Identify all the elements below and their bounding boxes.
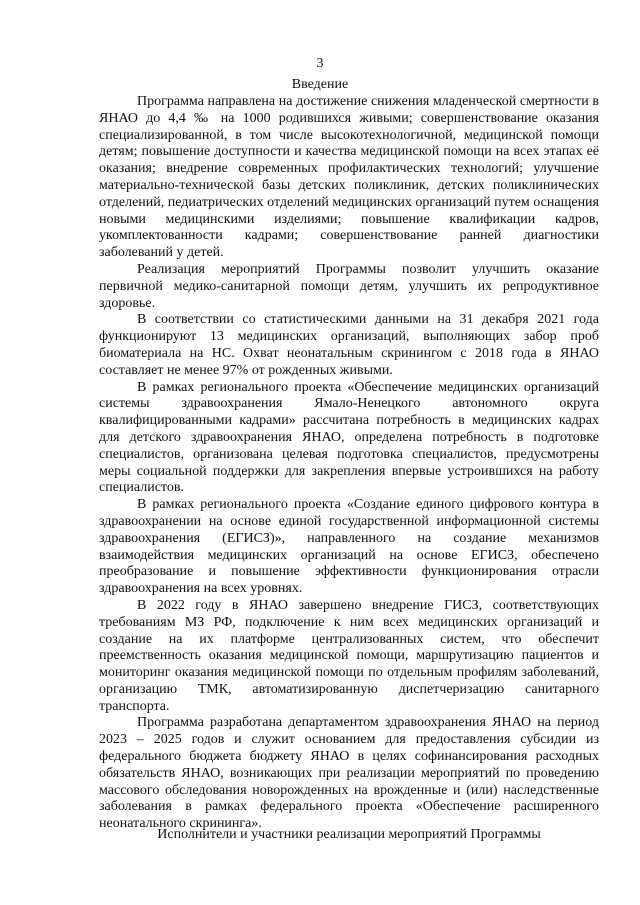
paragraph-digital-project: В рамках регионального проекта «Создание единого цифрового контура в здравоохранении на основе единой государственной информационной системы здравоохранения (ЕГИСЗ)», направленного на создание механизмов взаимодействия медицинских организаций на основе ЕГИСЗ, обеспечено преобразование и повышение эффективности функционирования отрасли здравоохранения на всех уровнях. [99,497,599,597]
paragraph-staffing-project: В рамках регионального проекта «Обеспечение медицинских организаций системы здравоохранения Ямало-Ненецкого автономного округа квалифицированными кадрами» рассчитана потребность в медицинских кадрах для детского здравоохранения ЯНАО, определена потребность в подготовке специалистов, организована целевая подготовка специалистов, предусмотрены меры социальной поддержки для закрепления впервые устроившихся на работу специалистов. [99,379,599,496]
paragraph-gisz-implementation: В 2022 году в ЯНАО завершено внедрение ГИСЗ, соответствующих требованиям МЗ РФ, подключение к ним всех медицинских организаций и создание на их платформе централизованных систем, что обеспечит преемственность оказания медицинской помощи, маршрутизацию пациентов и мониторинг оказания медицинской помощи по отдельным профилям заболеваний, организацию ТМК, автоматизированную диспетчеризацию санитарного транспорта. [99,597,599,714]
paragraph-program-funding: Программа разработана департаментом здравоохранения ЯНАО на период 2023 – 2025 годов и служит основанием для предоставления субсидии из федерального бюджета бюджету ЯНАО в целях софинансирования расходных обязательств ЯНАО, возникающих при реализации мероприятий по проведению массового обследования новорожденных на врожденные и (или) наследственные заболевания в рамках федерального проекта «Обеспечение расширенного неонатального скрининга». [99,715,599,832]
paragraph-statistics: В соответствии со статистическими данными на 31 декабря 2021 года функционируют 13 медицинских организаций, выполняющих забор проб биоматериала на НС. Охват неонатальным скринингом с 2018 года в ЯНАО составляет не менее 97% от рожденных живыми. [99,312,599,378]
paragraph-program-goals: Программа направлена на достижение снижения младенческой смертности в ЯНАО до 4,4 ‰ на 1000 родившихся живыми; совершенствование оказания специализированной, в том числе высокотехнологичной, медицинской помощи детям; повышение доступности и качества медицинской помощи на всех этапах её оказания; внедрение современных профилактических технологий; улучшение материально-технической базы детских поликлиник, детских поликлинических отделений, педиатрических отделений медицинских организаций путем оснащения новыми медицинскими изделиями; повышение квалификации кадров, укомплектованности кадрами; совершенствование ранней диагностики заболеваний у детей. [99,94,599,261]
paragraph-program-outcomes: Реализация мероприятий Программы позволит улучшить оказание первичной медико-санитарной помощи детям, улучшить их репродуктивное здоровье. [99,261,599,311]
closing-heading: Исполнители и участники реализации мероприятий Программы [157,827,541,842]
section-title: Введение [291,77,349,92]
body-text [99,94,599,833]
page-number: 3 [316,56,324,71]
